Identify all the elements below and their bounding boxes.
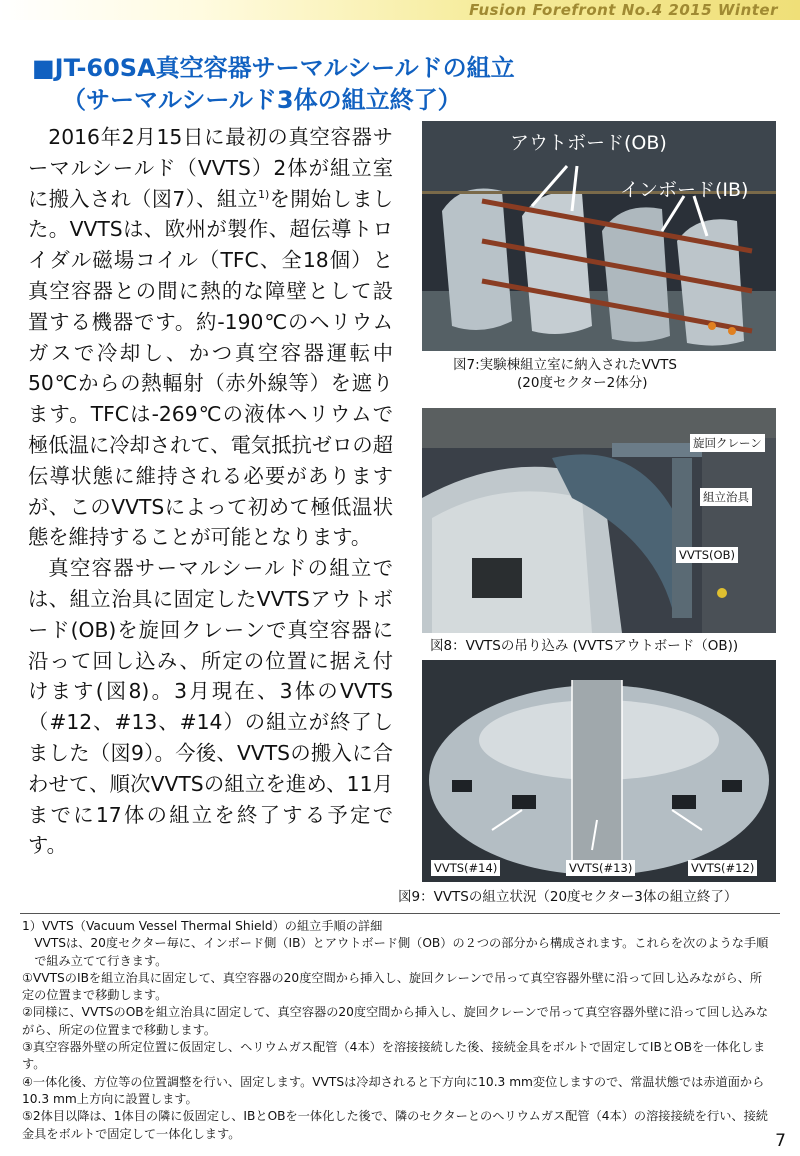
figure-9-caption: 図9：VVTSの組立状況（20度セクター3体の組立終了） bbox=[398, 889, 738, 905]
body-text-part: を開始しました。VVTSは、欧州が製作、超伝導トロイダル磁場コイル（TFC、全18個）と真空容器との間に熱的な障壁として設置する機器です。約-190℃のヘリウムガスで冷却し、かつ真空容器運転中50℃からの熱輻射（赤外線等）を遮ります。TFCは-269℃の液体ヘリウムで極低温に冷却されて、電気抵抗ゼロの超伝導状態に維持される必要がありますが、このVVTSによって初めて極低温状態を維持することが可能となります。 bbox=[28, 186, 393, 550]
title-main: ■JT-60SA真空容器サーマルシールドの組立 bbox=[32, 54, 515, 82]
figure-9-photo bbox=[422, 660, 776, 882]
figure-7-photo bbox=[422, 121, 776, 351]
journal-header: Fusion Forefront No.4 2015 Winter bbox=[469, 1, 778, 19]
footnote-ref[interactable]: 1) bbox=[257, 187, 270, 201]
figure-8-caption: 図8：VVTSの吊り込み (VVTSアウトボード（OB)) bbox=[430, 638, 739, 654]
body-paragraph-2: 真空容器サーマルシールドの組立では、組立治具に固定したVVTSアウトボード(OB)を旋回クレーンで真空容器に沿って回し込み、所定の位置に据え付けます(図8)。3月現在、3体のVVTS（#12、#13、#14）の組立が終了しました（図9）。今後、VVTSの搬入に合わせて、順次VVTSの組立を進め、11月までに17体の組立を終了する予定です。 bbox=[28, 556, 393, 858]
title-subtitle: （サーマルシールド3体の組立終了） bbox=[62, 86, 462, 114]
fig7-label-outboard: アウトボード(OB) bbox=[510, 132, 667, 154]
footnote-block bbox=[22, 918, 774, 1143]
footnote-step-1: ①VVTSのIBを組立治具に固定して、真空容器の20度空間から挿入し、旋回クレーンで吊って真空容器外壁に沿って回し込みながら、所定の位置まで移動します。 bbox=[22, 970, 763, 1003]
fig8-label-vvts: VVTS(OB) bbox=[676, 547, 738, 563]
fig9-label-14: VVTS(#14) bbox=[431, 860, 500, 876]
footnote-step-4: ④一体化後、方位等の位置調整を行い、固定します。VVTSは冷却されると下方向に10.3 mm変位しますので、常温状態では赤道面から10.3 mm上方向に設置します。 bbox=[22, 1074, 765, 1106]
footnote-step-3: ③真空容器外壁の所定位置に仮固定し、ヘリウムガス配管（4本）を溶接接続した後、接続金具をボルトで固定してIBとOBを一体化します。 bbox=[22, 1040, 766, 1072]
footnote-divider bbox=[20, 913, 780, 914]
footnote-step-5: ⑤2体目以降は、1体目の隣に仮固定し、IBとOBを一体化した後で、隣のセクターとのヘリウムガス配管（4本）の溶接接続を行い、接続金具をボルトで固定して一体化します。 bbox=[22, 1109, 768, 1141]
figure-7-caption bbox=[453, 356, 677, 392]
fig8-label-jig: 組立治具 bbox=[700, 488, 752, 506]
fig9-label-13: VVTS(#13) bbox=[566, 860, 635, 876]
fig7-label-inboard: インボード(IB) bbox=[620, 179, 749, 201]
page-number: 7 bbox=[775, 1131, 786, 1151]
footnote-step-2: ②同様に、VVTSのOBを組立治具に固定して、真空容器の20度空間から挿入し、旋回クレーンで吊って真空容器外壁に沿って回し込みながら、所定の位置まで移動します。 bbox=[22, 1005, 769, 1037]
footnote-title: 1）VVTS（Vacuum Vessel Thermal Shield）の組立手順の詳細 bbox=[22, 919, 383, 933]
footnote-intro: VVTSは、20度セクター毎に、インボード側（IB）とアウトボード側（OB）の２つの部分から構成されます。これらを次のような手順で組み立てて行きます。 bbox=[34, 936, 769, 968]
fig9-label-12: VVTS(#12) bbox=[688, 860, 757, 876]
body-text-part: 2016年2月15日に最初の真空容器サーマルシールド（VVTS）2体が組立室に搬入され（図7）、組立 bbox=[28, 125, 393, 211]
article-title bbox=[32, 52, 772, 116]
body-paragraph-1 bbox=[28, 122, 393, 553]
figure-7-caption-line1: 図7:実験棟組立室に納入されたVVTS bbox=[453, 357, 677, 373]
figure-7-caption-line2: (20度セクター2体分) bbox=[517, 375, 648, 391]
article-body bbox=[28, 122, 393, 861]
fig8-label-crane: 旋回クレーン bbox=[690, 434, 765, 452]
